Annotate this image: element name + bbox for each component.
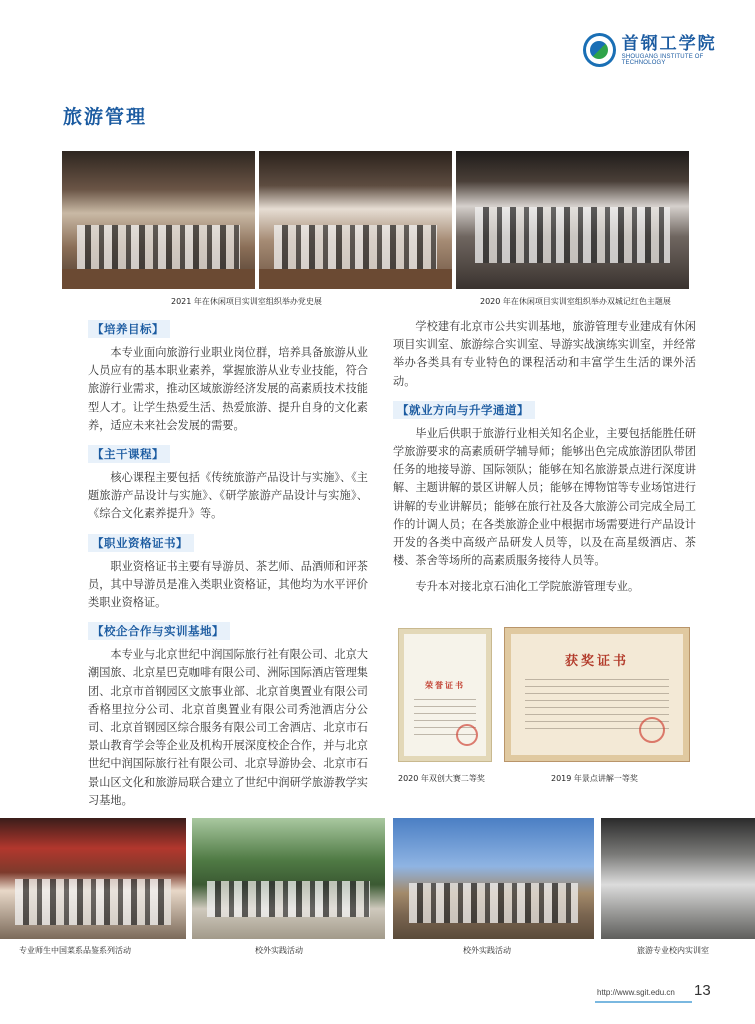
text-cooperation: 本专业与北京世纪中润国际旅行社有限公司、北京大潮国旅、北京星巴克咖啡有限公司、洲际国际酒店管理集团、北京市首钢园区文旅事业部、北京首奥置业有限公司香格里拉分公司、北京首奥置业有限公司秀池酒店分公司、北京首钢园区综合服务有限公司工舍酒店、北京市石景山教育学会等企业及机构开展深度校企合作，并与北京世纪中润国际旅行社有限公司、北京导游协会、北京市石景山区文化和旅游局联合建立了世纪中润研学旅游教学实习基地。 xyxy=(88,648,368,807)
caption-field-practice-1: 校外实践活动 xyxy=(255,946,303,955)
page-number: 13 xyxy=(694,982,711,999)
heading-main-courses: 【主干课程】 xyxy=(88,445,170,463)
caption-explanation-award: 2019 年景点讲解一等奖 xyxy=(551,774,638,783)
right-column xyxy=(393,318,696,597)
photo-red-theme-exhibition xyxy=(456,151,689,289)
left-column xyxy=(88,318,368,810)
school-logo xyxy=(583,29,743,71)
certificate-honor-title: 荣誉证书 xyxy=(425,681,465,690)
photo-field-practice-2 xyxy=(393,818,594,939)
photo-party-history-exhibition-2 xyxy=(259,151,452,289)
heading-training-goal: 【培养目标】 xyxy=(88,320,170,338)
photo-cuisine-tasting xyxy=(0,818,186,939)
heading-certificates: 【职业资格证书】 xyxy=(88,534,194,552)
caption-training-room: 旅游专业校内实训室 xyxy=(637,946,709,955)
footer-url[interactable]: http://www.sgit.edu.cn xyxy=(597,988,675,997)
caption-innovation-award: 2020 年双创大赛二等奖 xyxy=(398,774,485,783)
logo-chinese-name: 首钢工学院 xyxy=(621,34,717,54)
caption-cuisine-tasting: 专业师生中国菜系品鉴系列活动 xyxy=(19,946,131,955)
seal-icon xyxy=(639,717,665,743)
logo-english-name: SHOUGANG INSTITUTE OF TECHNOLOGY xyxy=(621,54,704,66)
caption-field-practice-2: 校外实践活动 xyxy=(463,946,511,955)
photo-field-practice-1 xyxy=(192,818,385,939)
text-certificates: 职业资格证书主要有导游员、茶艺师、品酒师和评茶员，其中导游员是准入类职业资格证，其他均为水平评价类职业资格证。 xyxy=(88,559,368,610)
text-training-base: 学校建有北京市公共实训基地，旅游管理专业建成有休闲项目实训室、旅游综合实训室、导游实战演练实训室，并经常举办各类具有专业特色的课程活动和丰富学生生活的课外活动。 xyxy=(393,320,696,388)
page-title: 旅游管理 xyxy=(63,106,148,128)
school-emblem-icon xyxy=(583,33,616,67)
text-training-goal: 本专业面向旅游行业职业岗位群，培养具备旅游从业人员应有的基本职业素养，掌握旅游从业专业技能，符合旅游行业需求，推动区域旅游经济发展的高素质技术技能型人才。让学生热爱生活、热爱旅游、提升自身的文化素养，适应未来社会发展的需要。 xyxy=(88,346,368,432)
text-main-courses: 核心课程主要包括《传统旅游产品设计与实施》、《主题旅游产品设计与实施》、《研学旅游产品设计与实施》、《综合文化素养提升》等。 xyxy=(88,471,368,521)
photo-training-room xyxy=(601,818,755,939)
heading-cooperation: 【校企合作与实训基地】 xyxy=(88,622,230,640)
caption-party-history: 2021 年在休闲项目实训室组织举办党史展 xyxy=(171,297,322,306)
certificate-honor xyxy=(399,629,491,761)
photo-party-history-exhibition-1 xyxy=(62,151,255,289)
certificate-award-title: 获奖证书 xyxy=(564,654,629,669)
certificate-award xyxy=(505,628,689,761)
text-upgrade-path: 专升本对接北京石油化工学院旅游管理专业。 xyxy=(415,580,640,594)
footer-divider xyxy=(595,1001,692,1003)
heading-career: 【就业方向与升学通道】 xyxy=(393,401,535,419)
text-career: 毕业后供职于旅游行业相关知名企业，主要包括能胜任研学旅游要求的高素质研学辅导师；能够出色完成旅游团队带团任务的地接导游、国际领队；能够在知名旅游景点进行深度讲解、主题讲解的景区讲解人员；能够在博物馆等专业场馆进行讲解的专业讲解员；能够在旅行社及各大旅游公司完成全局工作的计调人员；在各类旅游企业中根据市场需要进行产品设计开发的各类中高级产品研发人员等，以及在高星级酒店、茶楼、茶舍等场所的高素质服务接待人员等。 xyxy=(393,426,696,568)
seal-icon xyxy=(456,724,478,746)
caption-red-theme: 2020 年在休闲项目实训室组织举办双城记红色主题展 xyxy=(480,297,671,306)
